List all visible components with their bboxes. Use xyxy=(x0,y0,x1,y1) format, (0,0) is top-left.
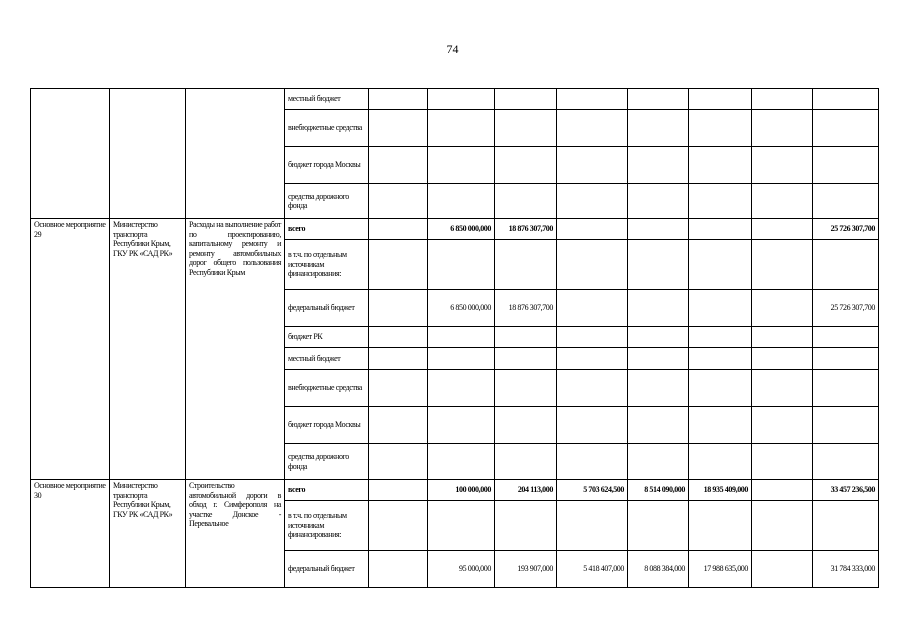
value-cell: 33 457 236,500 xyxy=(813,480,879,501)
value-cell xyxy=(369,480,428,501)
funding-source-cell: бюджет города Москвы xyxy=(285,407,369,444)
table-row xyxy=(31,89,879,110)
value-cell: 5 418 407,000 xyxy=(557,551,628,588)
value-cell xyxy=(628,327,689,348)
value-cell xyxy=(557,327,628,348)
value-cell xyxy=(628,348,689,370)
funding-source-cell: местный бюджет xyxy=(285,89,369,110)
value-cell xyxy=(628,240,689,290)
value-cell: 18 935 409,000 xyxy=(689,480,752,501)
table-row xyxy=(31,480,879,501)
value-cell xyxy=(369,407,428,444)
value-cell: 31 784 333,000 xyxy=(813,551,879,588)
value-cell xyxy=(752,240,813,290)
funding-source-cell: внебюджетные средства xyxy=(285,110,369,147)
value-cell xyxy=(752,219,813,240)
value-cell xyxy=(369,184,428,219)
value-cell xyxy=(628,219,689,240)
value-cell xyxy=(557,219,628,240)
value-cell xyxy=(495,501,557,551)
value-cell xyxy=(752,327,813,348)
value-cell xyxy=(689,110,752,147)
value-cell xyxy=(813,444,879,480)
value-cell xyxy=(752,147,813,184)
value-cell xyxy=(428,407,495,444)
value-cell xyxy=(689,240,752,290)
value-cell xyxy=(628,147,689,184)
value-cell xyxy=(628,370,689,407)
value-cell xyxy=(813,184,879,219)
value-cell xyxy=(495,89,557,110)
value-cell: 193 907,000 xyxy=(495,551,557,588)
measure-name: Основное мероприятие 30 xyxy=(31,480,110,588)
funding-source-cell: местный бюджет xyxy=(285,348,369,370)
funding-source-cell: внебюджетные средства xyxy=(285,370,369,407)
value-cell xyxy=(689,327,752,348)
value-cell xyxy=(752,407,813,444)
executor-cell xyxy=(110,89,186,219)
value-cell xyxy=(689,407,752,444)
value-cell xyxy=(369,348,428,370)
value-cell xyxy=(813,147,879,184)
value-cell xyxy=(628,89,689,110)
value-cell xyxy=(369,327,428,348)
value-cell xyxy=(495,407,557,444)
description-cell xyxy=(186,89,285,219)
value-cell: 100 000,000 xyxy=(428,480,495,501)
funding-source-cell: всего xyxy=(285,219,369,240)
value-cell xyxy=(557,110,628,147)
value-cell xyxy=(689,147,752,184)
value-cell xyxy=(369,551,428,588)
table-row xyxy=(31,219,879,240)
value-cell xyxy=(752,551,813,588)
value-cell xyxy=(689,184,752,219)
value-cell xyxy=(557,407,628,444)
value-cell xyxy=(369,370,428,407)
value-cell xyxy=(557,370,628,407)
page-number: 74 xyxy=(446,42,459,56)
value-cell xyxy=(557,348,628,370)
value-cell: 25 726 307,700 xyxy=(813,290,879,327)
value-cell xyxy=(813,89,879,110)
value-cell xyxy=(369,219,428,240)
measure-executor: Министерство транспорта Республики Крым, ГКУ РК «САД РК» xyxy=(110,219,186,480)
value-cell: 5 703 624,500 xyxy=(557,480,628,501)
value-cell: 17 988 635,000 xyxy=(689,551,752,588)
value-cell xyxy=(813,348,879,370)
value-cell xyxy=(428,110,495,147)
value-cell xyxy=(813,407,879,444)
value-cell xyxy=(557,240,628,290)
funding-source-cell: средства дорожного фонда xyxy=(285,184,369,219)
value-cell xyxy=(557,501,628,551)
value-cell xyxy=(428,89,495,110)
value-cell xyxy=(495,110,557,147)
value-cell xyxy=(628,290,689,327)
value-cell xyxy=(557,89,628,110)
value-cell xyxy=(813,327,879,348)
funding-source-cell: в т.ч. по отдельным источникам финансирования: xyxy=(285,501,369,551)
value-cell xyxy=(628,407,689,444)
funding-source-cell: бюджет города Москвы xyxy=(285,147,369,184)
value-cell: 6 850 000,000 xyxy=(428,290,495,327)
value-cell xyxy=(369,89,428,110)
value-cell xyxy=(428,327,495,348)
value-cell xyxy=(752,480,813,501)
value-cell xyxy=(752,110,813,147)
value-cell: 18 876 307,700 xyxy=(495,219,557,240)
value-cell xyxy=(369,501,428,551)
funding-source-cell: средства дорожного фонда xyxy=(285,444,369,480)
value-cell: 8 514 090,000 xyxy=(628,480,689,501)
value-cell xyxy=(369,240,428,290)
funding-source-cell: в т.ч. по отдельным источникам финансирования: xyxy=(285,240,369,290)
value-cell xyxy=(813,501,879,551)
value-cell xyxy=(428,184,495,219)
value-cell: 95 000,000 xyxy=(428,551,495,588)
value-cell xyxy=(369,110,428,147)
measure-executor: Министерство транспорта Республики Крым, ГКУ РК «САД РК» xyxy=(110,480,186,588)
value-cell xyxy=(495,327,557,348)
value-cell xyxy=(689,370,752,407)
value-cell xyxy=(495,240,557,290)
value-cell: 25 726 307,700 xyxy=(813,219,879,240)
value-cell: 18 876 307,700 xyxy=(495,290,557,327)
value-cell xyxy=(369,147,428,184)
value-cell xyxy=(428,147,495,184)
value-cell xyxy=(813,370,879,407)
value-cell xyxy=(557,147,628,184)
value-cell xyxy=(752,501,813,551)
budget-table xyxy=(30,88,879,588)
value-cell xyxy=(813,110,879,147)
measure-description: Расходы на выполнение работ по проектированию, капитальному ремонту и ремонту автомобильных дорог общего пользования Республики Крым xyxy=(186,219,285,480)
funding-source-cell: федеральный бюджет xyxy=(285,551,369,588)
value-cell xyxy=(689,444,752,480)
value-cell xyxy=(752,348,813,370)
value-cell xyxy=(689,89,752,110)
value-cell xyxy=(369,444,428,480)
value-cell xyxy=(428,370,495,407)
value-cell xyxy=(813,240,879,290)
value-cell: 204 113,000 xyxy=(495,480,557,501)
value-cell xyxy=(495,348,557,370)
value-cell xyxy=(628,110,689,147)
value-cell xyxy=(628,444,689,480)
value-cell xyxy=(689,348,752,370)
value-cell xyxy=(428,444,495,480)
value-cell xyxy=(369,290,428,327)
value-cell xyxy=(752,290,813,327)
value-cell xyxy=(752,89,813,110)
value-cell xyxy=(428,501,495,551)
funding-source-cell: федеральный бюджет xyxy=(285,290,369,327)
value-cell xyxy=(557,290,628,327)
measure-description: Строительство автомобильной дороги в обход г. Симферополя на участке Донское - Перевальное xyxy=(186,480,285,588)
value-cell xyxy=(752,184,813,219)
value-cell xyxy=(495,184,557,219)
funding-source-cell: бюджет РК xyxy=(285,327,369,348)
value-cell xyxy=(752,444,813,480)
value-cell xyxy=(689,219,752,240)
value-cell xyxy=(557,444,628,480)
value-cell xyxy=(495,444,557,480)
value-cell xyxy=(428,240,495,290)
value-cell xyxy=(428,348,495,370)
value-cell: 8 088 384,000 xyxy=(628,551,689,588)
measure-name-cell xyxy=(31,89,110,219)
value-cell: 6 850 000,000 xyxy=(428,219,495,240)
value-cell xyxy=(628,501,689,551)
measure-name: Основное мероприятие 29 xyxy=(31,219,110,480)
value-cell xyxy=(495,370,557,407)
value-cell xyxy=(495,147,557,184)
value-cell xyxy=(689,501,752,551)
value-cell xyxy=(689,290,752,327)
funding-source-cell: всего xyxy=(285,480,369,501)
value-cell xyxy=(628,184,689,219)
value-cell xyxy=(752,370,813,407)
value-cell xyxy=(557,184,628,219)
